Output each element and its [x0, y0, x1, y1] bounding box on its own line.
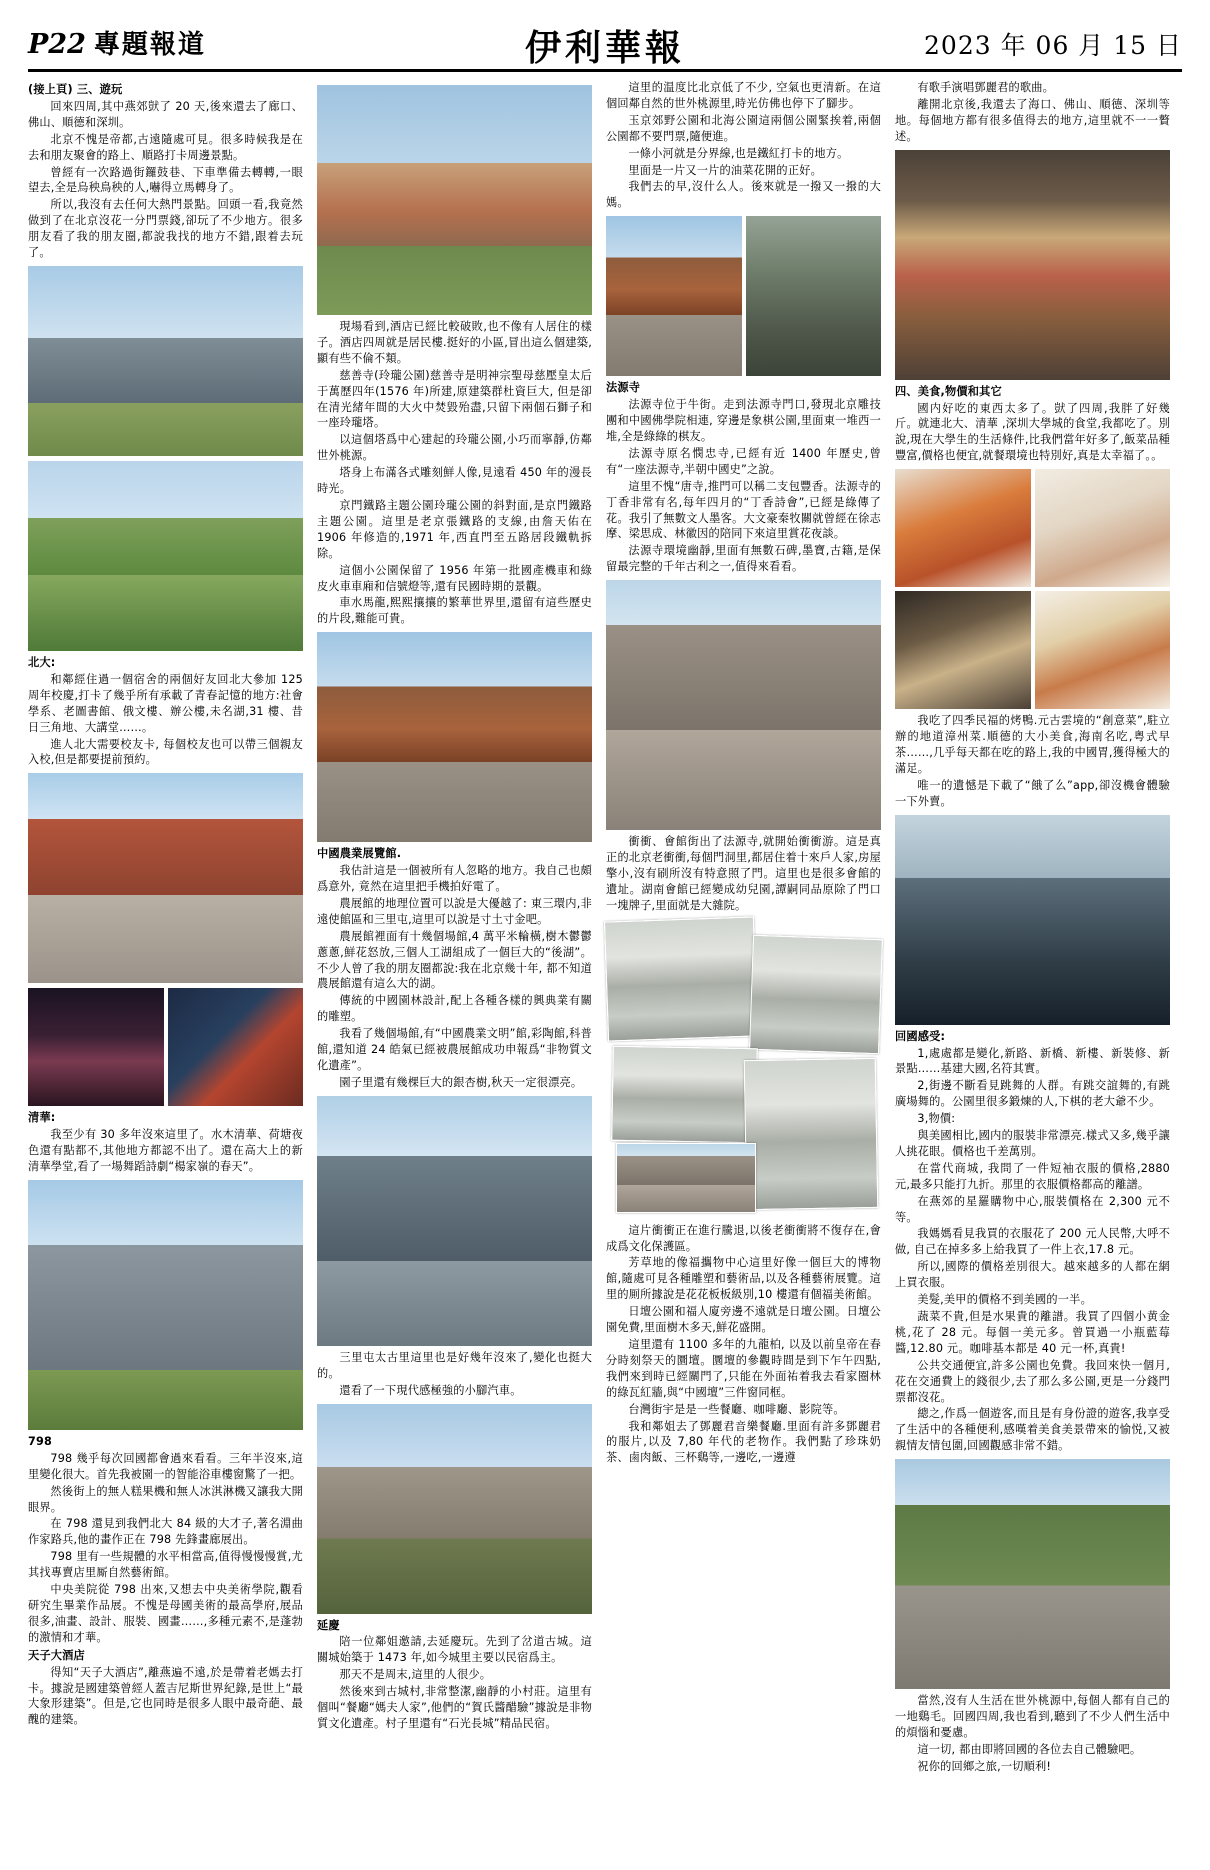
paragraph: 曾經有一次路過街鑼鼓巷、下車準備去轉轉,一眼望去,全是烏秧鳥秧的人,嚇得立馬轉身了。 [28, 165, 303, 195]
paragraph: 京門鐵路主題公園玲瓏公園的斜對面,是京門鐵路主題公園。這里是老京張鐵路的支線,由詹天佑在 1906 年修造的,1971 年,西直門至五路居段鐵軌拆除。 [317, 498, 592, 560]
paragraph: 三里屯太古里這里也是好幾年沒來了,變化也挺大的。 [317, 1350, 592, 1380]
stadium-photo [28, 773, 303, 983]
subheading-food: 四、美食,物價和其它 [895, 384, 1002, 398]
paragraph: 唯一的遺憾是下載了“餓了么”app,卻沒機會體驗一下外賣。 [895, 778, 1170, 808]
paragraph: 這個小公園保留了 1956 年第一批國產機車和綠皮火車車廂和信號燈等,還有民國時期的景觀。 [317, 563, 592, 593]
subheading-tianzi: 天子大酒店 [28, 1648, 85, 1662]
paragraph: 3,物價: [917, 1112, 956, 1126]
column-3 [606, 80, 881, 1776]
paragraph: 台灣街宇是是一些餐廳、咖啡廳、影院等。 [628, 1402, 845, 1416]
photo-pair-stage [28, 988, 303, 1106]
paragraph: 傳統的中國園林設計,配上各種各樣的興典業有關的雕塑。 [317, 994, 592, 1024]
photo-pair-temple [606, 216, 881, 376]
article-columns [28, 80, 1182, 1776]
park-street-photo [895, 1459, 1170, 1689]
paragraph: 我估計這是一個被所有人忽略的地方。我自己也頗爲意外, 竟然在這里把手機拍好電了。 [317, 864, 592, 894]
paragraph: 與美國相比,國内的服裝非常漂亮.樣式又多,幾乎讓人挑花眼。價格也千差萬別。 [895, 1129, 1170, 1158]
hutong-photo [606, 580, 881, 830]
crab-dish-photo [895, 469, 1031, 587]
great-wall-photo [317, 1404, 592, 1614]
subheading-impressions: 回國感受: [895, 1029, 946, 1043]
paragraph: 在燕郊的星羅購物中心,服裝價格在 2,300 元不等。 [895, 1194, 1170, 1224]
paragraph: 慈善寺(玲瓏公園)慈善寺是明神宗聖母慈壓皇太后于萬歷四年(1576 年)所建,原建築群杜資巨大, 但是卻在清光緒年間的大火中焚毀殆盡,只留下兩個石獅子和一座玲瓏塔。 [317, 368, 592, 430]
stone-lion-photo [746, 216, 882, 376]
masthead [28, 22, 1182, 72]
paragraph: 芳草地的像福攜物中心這里好像一個巨大的博物館,隨處可見各種雕塑和藝術品,以及各種藝術展覽。這里的厠所據說是花花板板級別,10 樓還有個福美術館。 [606, 1256, 881, 1302]
paragraph: 這里還有 1100 多年的九龍柏, 以及以前皇帝在春分時刻祭天的圜壇。圜壇的參觀時間是到下乍午四點,我們來到時已經關門了,只能在外面祐着我去看家圈林的綠瓦紅牆,與“中國壇”三件窗同框。 [606, 1338, 881, 1399]
paragraph: 法源寺位于牛街。走到法源寺門口,發現北京雕技團和中國佛學院相連, 穿邊是象棋公園,里面東一堆西一堆,全是綠綠的棋友。 [606, 398, 881, 443]
paragraph: 進人北大需要校友卡, 每個校友也可以帶三個親友入校,但是都要提前預約。 [28, 737, 303, 767]
paragraph: 玉京郊野公園和北海公園這兩個公園緊挨着,兩個公園都不要門票,隨便進。 [606, 113, 881, 143]
issue-date: 2023 年 06 月 15 日 [924, 31, 1182, 60]
paragraph: 我看了幾個場館,有“中國農業文明”館,彩陶館,科普館,還知道 24 皓氣已經被農展館成功申報爲“非物質文化遺產”。 [317, 1027, 592, 1072]
paragraph: 有歌手演唱鄧麗君的歌曲。 [917, 81, 1055, 94]
paragraph: 農展館裡面有十幾個場館,4 萬平米輪橫,樹木鬱鬱蔥蔥,鮮花怒放,三個人工湖組成了一個巨大的“後湖”。不少人曾了我的朋友圈都說:我在北京幾十年, 都不知道農展館還有這么大的湖。 [317, 929, 592, 991]
paragraph: 在當代商城, 我問了一件短袖衣服的價格,2880 元,最多只能打九折。那里的衣服價格都高的離譜。 [895, 1161, 1170, 1191]
paragraph: 當然,沒有人生活在世外桃源中,每個人都有自己的一地鷄毛。回國四周,我也看到,聽到了不少人們生活中的煩惱和憂慮。 [895, 1694, 1170, 1739]
paragraph: 我和鄰姐去了鄧麗君音樂餐廳.里面有許多鄧麗君的服片,以及 7,80 年代的老物作。我們點了珍珠奶茶、鹵肉飯、三杯鷄等,一邊吃,一邊遵 [606, 1419, 881, 1465]
paragraph: 我媽媽看見我買的衣服花了 200 元人民幣,大呼不做, 自己在掉多多上給我買了一件上衣,17.8 元。 [895, 1227, 1170, 1257]
paragraph: 2,街邊不斷看見跳舞的人群。有跳交誼舞的,有跳廣場舞的。公園里很多鍛煉的人,下棋的老大爺不少。 [895, 1079, 1170, 1109]
subheading-qinghua: 清華: [28, 1111, 56, 1125]
paragraph: 1,處處都是變化,新路、新橋、新樓、新裝修、新景點……基建大國,名符其實。 [895, 1046, 1170, 1076]
sanlitun-photo [317, 1096, 592, 1346]
paragraph: 公共交通便宜,許多公園也免費。我回來快一個月,花在交通費上的錢很少,去了那么多公園,更是一分錢門票都沒花。 [895, 1358, 1170, 1404]
paragraph: 一條小河就是分界線,也是鐵紅打卡的地方。 [628, 146, 849, 160]
paragraph: 國内好吃的東西太多了。獃了四周,我胖了好幾斤。就連北大、清華 ,深圳大學城的食堂,我都吃了。別說,現在大學生的生活條件,比我們當年好多了,飯菜品種豐富,價格也便宜,就餐環境也特別好,真是太幸福了。。 [895, 401, 1170, 463]
buffet-photo [895, 150, 1170, 380]
stage-photo [28, 988, 164, 1106]
subheading-798: 798 [28, 1434, 52, 1448]
paragraph: 里面是一片又一片的油菜花開的正好。 [628, 163, 822, 177]
page-number: P22 [28, 29, 86, 60]
subheading-beida: 北大: [28, 655, 56, 669]
paragraph: 美髮,美甲的價格不到美國的一半。 [917, 1293, 1092, 1307]
subheading-agri-museum: 中國農業展覽館. [317, 847, 402, 861]
paragraph: 車水馬龍,熙熙攘攘的繁華世界里,還留有這些歷史的片段,難能可貴。 [317, 596, 592, 626]
paragraph: 得知“天子大酒店”,離燕遍不遠,於是帶着老媽去打卡。據說是國建築曾經人蓋吉尼斯世界紀錄,是世上“最大象形建築”。但是,它也同時是很多人眼中最奇葩、最醜的建築。 [28, 1665, 303, 1727]
column-1 [28, 80, 303, 1776]
paragraph: 所以,我沒有去任何大熱門景點。回頭一看,我竟然做到了在北京沒花一分門票錢,卻玩了不少地方。很多朋友看了我的朋友圈,都說我找的地方不錯,跟着去玩了。 [28, 198, 303, 260]
monument-photo [28, 461, 303, 651]
beida-library-photo [28, 266, 303, 456]
tower-building-photo [28, 1180, 303, 1430]
paragraph: 還看了一下現代感極強的小腳汽車。 [339, 1383, 522, 1397]
stone-tablets-photo [606, 919, 881, 1219]
paragraph: 北京不愧是帝都,古遠隨處可見。很多時候我是在去和朋友聚會的路上、順路打卡周邊景點。 [28, 132, 303, 162]
paragraph: 這一切, 都由即將回國的各位去自己體驗吧。 [917, 1742, 1142, 1756]
subheading-fayuan-temple: 法源寺 [606, 381, 641, 395]
paragraph: 蔬菜不貴,但是水果貴的離譜。我買了四個小黄金桃,花了 28 元。每個一美元多。曾買過一小瓶藍莓醬,12.80 元。咖啡基本都是 40 元一杯,真貴! [895, 1310, 1170, 1355]
paragraph: 法源寺環境幽靜,里面有無數石碑,墨寶,古籍,是保留最完整的千年古利之一,值得來看看。 [606, 544, 881, 574]
paragraph: 總之,作爲一個遊客,而且是有身份證的遊客,我享受了生活中的各種便利,感嘆着美食美景帶來的愉悦,又被親情友情包圍,回國觀感非常不錯。 [895, 1407, 1170, 1453]
paragraph: 和鄰經住過一個宿舍的兩個好友回北大參加 125 周年校慶,打卡了幾乎所有承載了青春記憶的地方:社會學系、老圖書館、俄文樓、辦公樓,未名湖,31 樓、昔日三角地、大講堂……。 [28, 672, 303, 734]
paragraph: 在 798 還見到我們北大 84 級的大才子,著名淵曲作家路兵,他的畫作正在 798 先鋒畫廊展出。 [28, 1517, 303, 1547]
paragraph: 法源寺原名憫忠寺,已經有近 1400 年歷史,曾有“一座法源寺,半朝中國史”之說。 [606, 446, 881, 476]
newspaper-title: 伊利華報 [524, 28, 686, 69]
paragraph: 衝衝、會館街出了法源寺,就開始衝衝游。這是真正的北京老衝衝,每個門洞里,都居住着十來戶人家,房屋擎小,沒有刷所沒有特意照了門。這里也是很多會館的遺址。湖南會館已經變成幼兒園,譚嗣同品原除了門口一塊牌子,里面就是大雜院。 [606, 835, 881, 912]
subheading-yanqing: 延慶 [317, 1618, 340, 1632]
poster-photo [168, 988, 304, 1106]
paragraph: 798 幾乎每次回國都會過來看看。三年半沒來,這里變化很大。首先我被園一的智能浴車樓窗驚了一把。 [28, 1451, 303, 1481]
paragraph: 我們去的早,沒什么人。後來就是一撥又一撥的大媽。 [606, 180, 881, 210]
section-title: 專題報道 [93, 30, 206, 60]
paragraph: 現場看到,酒店已經比較破敗,也不像有人居住的樣子。酒店四周就是居民樓.挺好的小區,冒出這么個建築,顯有些不倫不類。 [317, 320, 592, 365]
paragraph: 然後街上的無人糕果機和無人冰淇淋機又讓我大開眼界。 [28, 1484, 303, 1514]
column-2 [317, 80, 592, 1776]
paragraph: 以這個塔爲中心建起的玲瓏公園,小巧而寧靜,仿鄰世外桃源。 [317, 433, 592, 463]
temple-gate-photo [606, 216, 742, 376]
paragraph: 日壇公園和福人廈旁邊不遠就是日壇公園。日壇公園免費,里面樹木多天,鮮花盛開。 [606, 1305, 881, 1335]
paragraph: 這片衝衝正在進行騰退,以後老衝衝將不復存在,會成爲文化保護區。 [606, 1223, 881, 1253]
rice-dish-photo [895, 591, 1031, 709]
paragraph: 所以,國際的價格差別很大。越來越多的人都在網上買衣服。 [895, 1260, 1170, 1290]
paragraph: 然後來到古城村,非常整潔,幽靜的小村莊。這里有個叫“餐廳“媽夫人家”,他們的“賀氏醬醋驗”據說是非物質文化遺產。村子里還有“石光長城”精品民宿。 [317, 1685, 592, 1730]
paragraph: 離開北京後,我還去了海口、佛山、順德、深圳等地。每個地方都有很多值得去的地方,這里就不一一贅述。 [895, 97, 1170, 143]
tianzi-hotel-photo [317, 85, 592, 315]
paragraph: 我吃了四季民福的烤鴨.元古雲境的“創意菜”,駐立辦的地道漳州菜.順德的大小美食,海南名吃,粤式早茶……,几乎每天都在吃的路上,我的中國胃,獲得極大的滿足。 [895, 714, 1170, 775]
paragraph: 這里的温度比北京低了不少, 空氣也更清新。在這個回鄰自然的世外桃源里,時光仿佛也停下了腳步。 [606, 81, 881, 110]
paragraph: 中央美院從 798 出來,又想去中央美術學院,觀看研究生畢業作品展。不愧是母國美術的最高學府,展品很多,油畫、設計、服裝、國畫……,多種元素不,是蓬勃的激情和才華。 [28, 1583, 303, 1644]
plate-dish-photo [1035, 591, 1171, 709]
paragraph: 塔身上布滿各式雕刻鮮人像,見遠看 450 年的漫長時光。 [317, 466, 592, 496]
paragraph: 農展館的地理位置可以說是大優越了: 東三環内,非遠使館區和三里屯,這里可以說是寸土寸金吧。 [317, 896, 592, 926]
continuation-note: (接上頁) 三、遊玩 [28, 83, 123, 96]
paragraph: 園子里還有幾棵巨大的銀杏樹,秋天一定很漂亮。 [339, 1075, 583, 1089]
paragraph: 798 里有一些規體的水平相當高,值得慢慢慢賞,尤其找專賣店里厮自然藝術館。 [28, 1550, 303, 1580]
food-photo-grid [895, 469, 1170, 709]
masthead-left [28, 24, 206, 61]
paragraph: 那天不是周末,這里的人很少。 [339, 1668, 492, 1682]
paragraph: 我至少有 30 多年沒來這里了。水木清華、荷塘夜色還有點都不,其他地方都認不出了。還在高大上的新清華學堂,看了一場舞蹈詩劇“楊家嶺的春天”。 [28, 1128, 303, 1174]
agri-museum-photo [317, 632, 592, 842]
paragraph: 陪一位鄰姐邀請,去延慶玩。先到了岔道古城。這關城始築于 1473 年,如今城里主要以民宿爲主。 [317, 1635, 592, 1665]
column-4 [895, 80, 1170, 1776]
fish-dish-photo [1035, 469, 1171, 587]
bridge-photo [895, 815, 1170, 1025]
paragraph: 祝你的回鄉之旅,一切順利! [917, 1759, 1052, 1773]
paragraph: 回來四周,其中燕郊獃了 20 天,後來還去了廊口、佛山、順德和深圳。 [28, 99, 303, 129]
paragraph: 這里不愧“唐寺,推門可以稱二支包豐香。法源寺的丁香非常有名,每年四月的“丁香詩會”,已經是綠傳了花。我引了無數文人墨客。大文豪秦牧關就曾經在徐志摩、梁思成、林徽因的陪同下來這里賞花夜談。 [606, 479, 881, 541]
